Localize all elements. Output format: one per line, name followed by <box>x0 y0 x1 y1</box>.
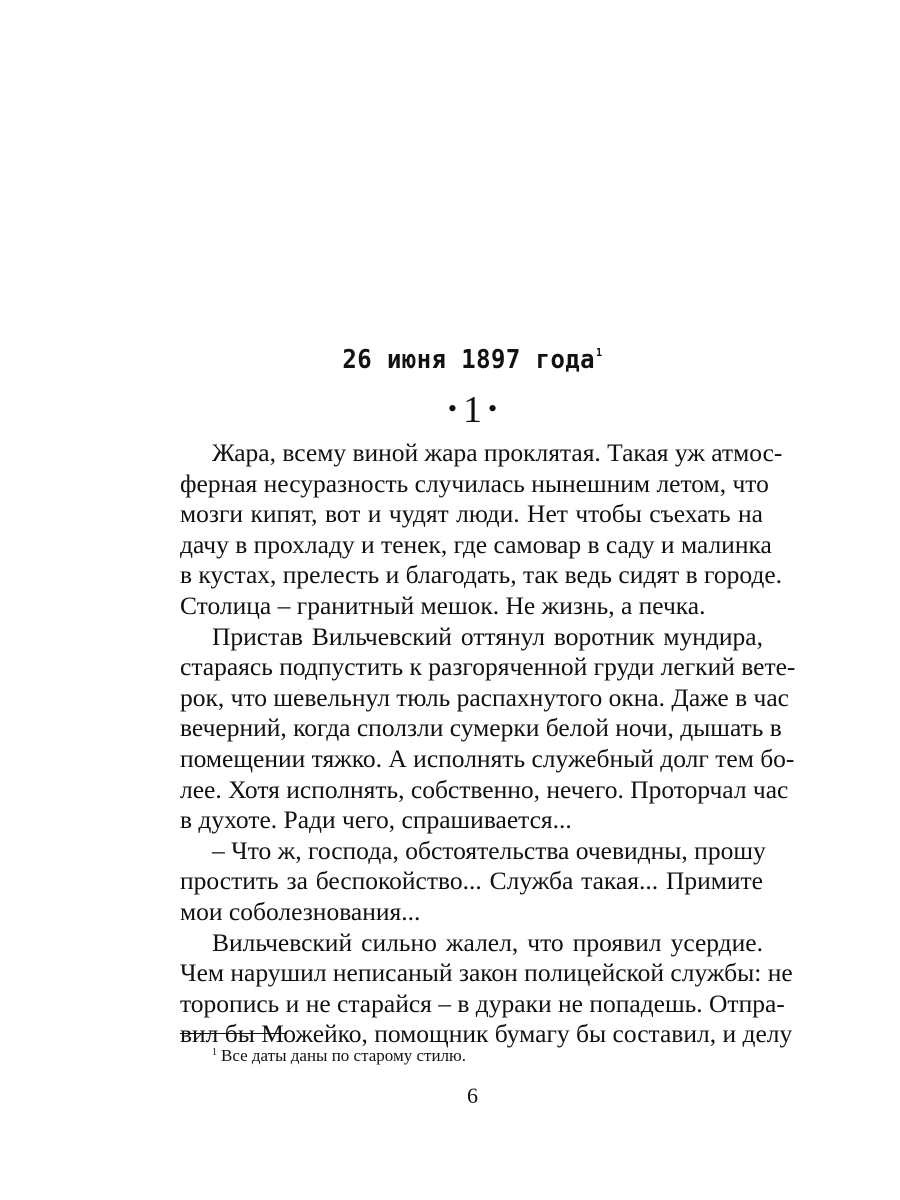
chapter-number-value: 1 <box>463 389 482 431</box>
text-line: помещении тяжко. А исполнять служебный долг тем бо- <box>180 743 795 773</box>
text-line: в кустах, прелесть и благодать, так ведь сидят в городе. <box>180 560 783 590</box>
text-line: мои соболезнования... <box>180 896 421 926</box>
text-line: дачу в прохладу и тенек, где самовар в саду и малинка <box>180 529 772 559</box>
text-line: стараясь подпустить к разгоряченной груди легкий вете- <box>180 652 796 682</box>
chapter-title <box>38 333 900 380</box>
text-line: в духоте. Ради чего, спрашивается... <box>180 805 572 835</box>
chapter-number <box>0 385 900 434</box>
text-line: Жара, всему виной жара проклятая. Такая уж атмос- <box>212 438 783 467</box>
text-line: Чем нарушил неписаный закон полицейской службы: не <box>180 958 793 988</box>
footnote-text: Все даты даны по старому стилю. <box>221 1046 466 1065</box>
text-line: ферная несуразность случилась нынешним летом, что <box>180 468 769 498</box>
chapter-date: 26 июня 1897 года <box>342 345 596 375</box>
text-line: – Что ж, господа, обстоятельства очевидны, прошу <box>212 835 766 865</box>
text-line: Вильчевский сильно жалел, что проявил усердие. <box>212 927 763 957</box>
text-line: вил бы Можейко, помощник бумагу бы составил, и делу <box>180 1019 793 1049</box>
bullet-left: • <box>447 394 457 423</box>
footnote-marker: 1 <box>212 1047 217 1058</box>
chapter-footnote-marker: 1 <box>595 346 603 359</box>
text-line: мозги кипят, вот и чудят люди. Нет чтобы съехать на <box>180 499 763 529</box>
footnote <box>212 1042 466 1067</box>
text-line: вечерний, когда сползли сумерки белой ночи, дышать в <box>180 713 782 743</box>
text-line: Столица – гранитный мешок. Не жизнь, а печка. <box>180 590 706 620</box>
page-number: 6 <box>467 1083 478 1108</box>
body-text <box>180 438 796 1050</box>
text-line: Пристав Вильчевский оттянул воротник мундира, <box>212 621 763 651</box>
text-line: простить за беспокойство... Служба такая... Примите <box>180 866 763 896</box>
text-line: лее. Хотя исполнять, собственно, нечего. Проторчал час <box>180 774 789 804</box>
bullet-right: • <box>488 394 498 423</box>
text-line: рок, что шевельнул тюль распахнутого окна. Даже в час <box>180 682 789 712</box>
footnote-divider <box>180 1033 287 1034</box>
text-line: торопись и не старайся – в дураки не попадешь. Отпра- <box>180 988 785 1018</box>
